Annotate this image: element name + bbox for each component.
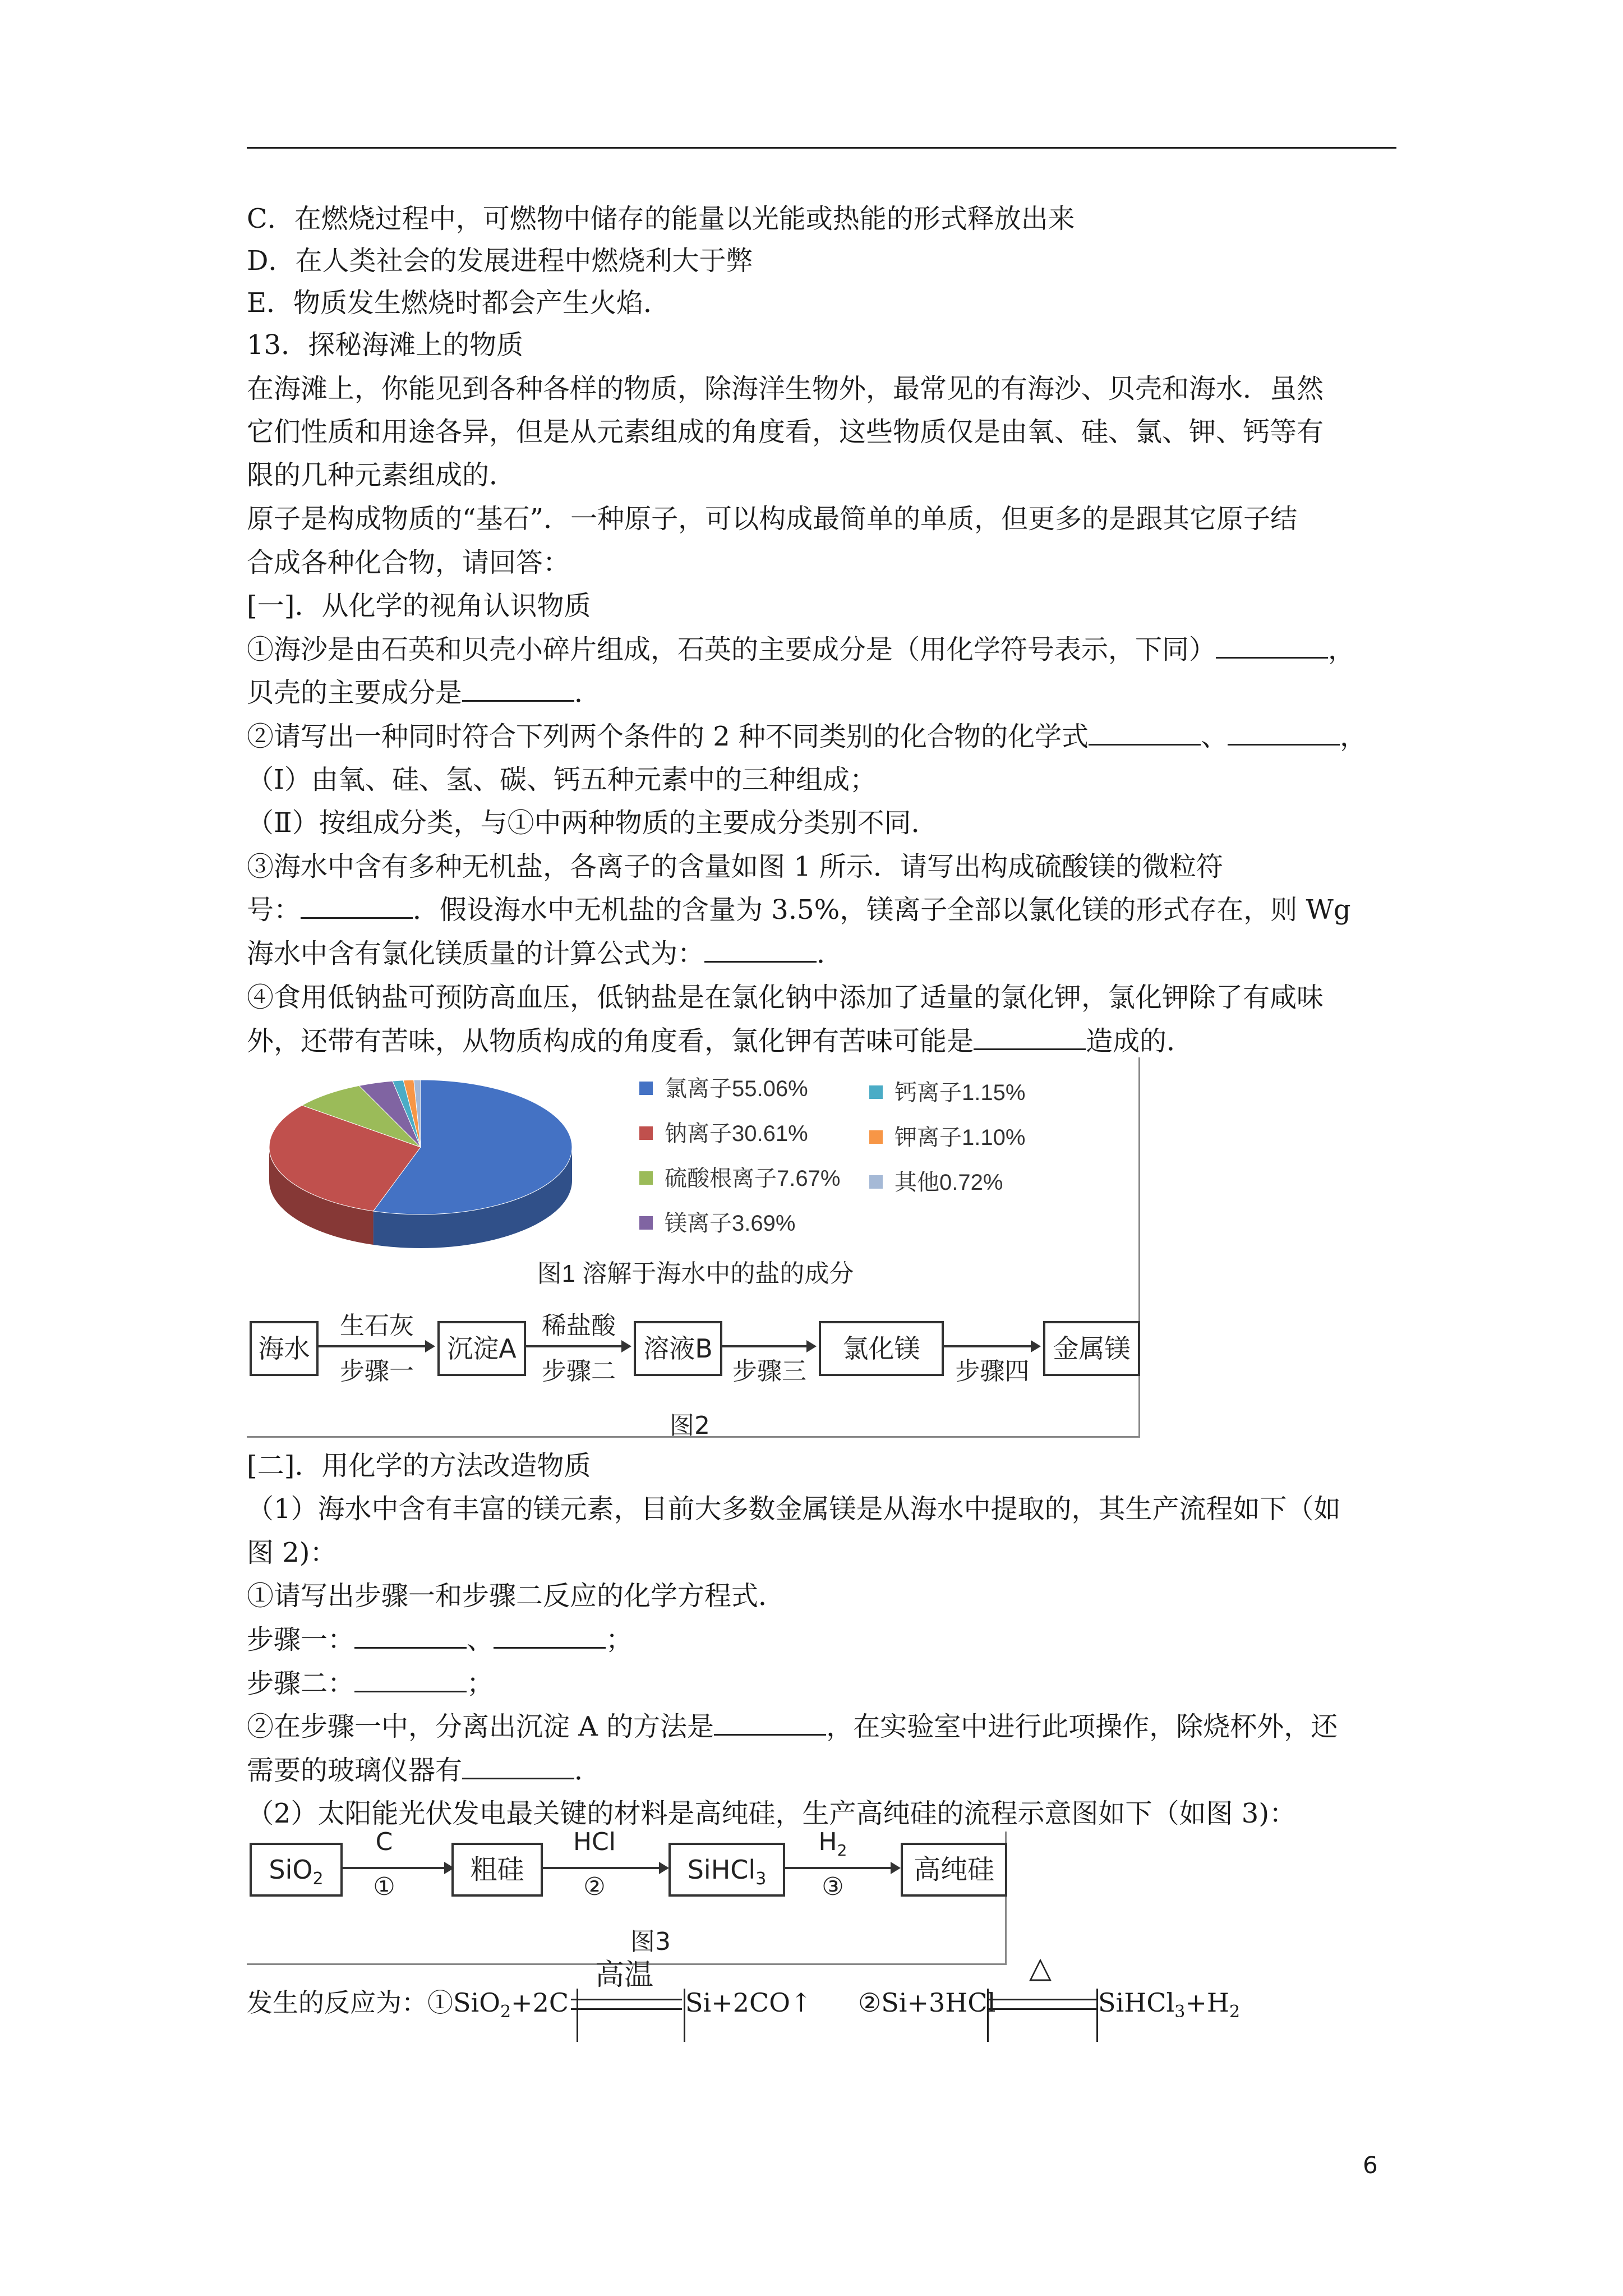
page-number: 6 xyxy=(1363,2151,1378,2179)
question-text: 步骤二： xyxy=(247,1668,355,1699)
punct: 、 xyxy=(1201,721,1228,752)
reaction-subscript: 2 xyxy=(500,2002,511,2022)
punct: ， xyxy=(1340,721,1367,752)
node-subscript: 3 xyxy=(755,1869,767,1889)
figure-1-caption: 图1 溶解于海水中的盐的成分 xyxy=(537,1260,854,1287)
punct: ． xyxy=(574,1755,602,1786)
punct: ； xyxy=(606,1624,633,1655)
question-line xyxy=(247,1623,633,1657)
question-line xyxy=(247,1710,1338,1743)
legend-label: 氯离子55.06% xyxy=(665,1076,808,1101)
flow-node: 金属镁 xyxy=(1043,1321,1140,1376)
question-text: 海水中含有氯化镁质量的计算公式为： xyxy=(247,938,705,969)
paragraph-mg: （1）海水中含有丰富的镁元素，目前大多数金属镁是从海水中提取的，其生产流程如下（如 xyxy=(247,1493,1341,1525)
question-text: 贝壳的主要成分是 xyxy=(247,677,463,708)
answer-blank[interactable] xyxy=(1228,721,1340,746)
legend-label: 镁离子3.69% xyxy=(665,1211,796,1236)
answer-blank[interactable] xyxy=(301,895,413,919)
node-label: SiHCl xyxy=(687,1855,756,1885)
condition-1: （Ⅰ）由氧、硅、氢、碳、钙五种元素中的三种组成； xyxy=(247,764,877,795)
paragraph-2: 原子是构成物质的“基石”．一种原子，可以构成最简单的单质，但更多的是跟其它原子结 xyxy=(247,503,1298,535)
legend-swatch xyxy=(869,1085,883,1099)
question-text: 造成的． xyxy=(1086,1025,1194,1057)
arrow-1-reagent: C xyxy=(375,1828,393,1856)
legend-label: 钙离子1.15% xyxy=(895,1080,1026,1105)
answer-blank[interactable] xyxy=(494,1625,606,1649)
reaction-2-equals xyxy=(987,1999,1098,2010)
reaction-1-box xyxy=(577,1989,685,2042)
flow-node: 海水 xyxy=(250,1321,319,1376)
reaction-text: 发生的反应为：①SiO xyxy=(247,1987,500,2018)
question-text: ．假设海水中无机盐的含量为 3.5%，镁离子全部以氯化镁的形式存在，则 Wg xyxy=(413,894,1351,926)
arrow-2-head xyxy=(659,1862,669,1874)
reaction-text: +2C xyxy=(511,1987,569,2018)
reagent-label: H xyxy=(818,1828,837,1856)
flow-step-label: 步骤三 xyxy=(732,1357,806,1386)
question-line: ③海水中含有多种无机盐，各离子的含量如图 1 所示．请写出构成硫酸镁的微粒符 xyxy=(247,851,1224,882)
reaction-subscript: 3 xyxy=(1174,2002,1186,2022)
answer-blank[interactable] xyxy=(714,1711,826,1736)
answer-blank[interactable] xyxy=(354,1625,467,1649)
answer-blank[interactable] xyxy=(704,938,817,963)
reaction-2-rhs xyxy=(1098,1986,1240,2029)
reaction-text: +H xyxy=(1185,1987,1230,2018)
legend-swatch xyxy=(639,1171,653,1185)
node-label: SiO xyxy=(269,1855,313,1885)
question-line xyxy=(247,937,843,970)
flow-node-crude-si: 粗硅 xyxy=(451,1843,543,1897)
reaction-2-lhs: ②Si+3HCl xyxy=(858,1987,996,2018)
question-text: 步骤一： xyxy=(247,1624,355,1655)
punct: ， xyxy=(1328,634,1355,665)
reaction-1-condition: 高温 xyxy=(594,1958,653,1992)
paragraph-1: 在海滩上，你能见到各种各样的物质，除海洋生物外，最常见的有海沙、贝壳和海水．虽然 xyxy=(247,373,1324,404)
option-e: E．物质发生燃烧时都会产生火焰． xyxy=(247,287,671,319)
question-text: ②请写出一种同时符合下列两个条件的 2 种不同类别的化合物的化学式 xyxy=(247,721,1089,752)
condition-2: （Ⅱ）按组成分类，与①中两种物质的主要成分类别不同． xyxy=(247,807,938,839)
question-line: （2）太阳能光伏发电最关键的材料是高纯硅，生产高纯硅的流程示意图如下（如图 3)： xyxy=(247,1798,1297,1829)
question-line xyxy=(247,633,1355,666)
question-line xyxy=(247,720,1367,753)
flow-node: 溶液B xyxy=(634,1321,722,1376)
paragraph-mg: 图 2)： xyxy=(247,1537,337,1568)
flow-step-label: 步骤二 xyxy=(542,1357,616,1386)
flow-reagent-label: 生石灰 xyxy=(340,1312,414,1340)
legend-swatch xyxy=(869,1175,883,1189)
legend-label: 其他0.72% xyxy=(895,1170,1003,1195)
legend-swatch xyxy=(639,1216,653,1230)
question-line: ①请写出步骤一和步骤二反应的化学方程式． xyxy=(247,1580,786,1612)
question-text: ，在实验室中进行此项操作，除烧杯外，还 xyxy=(826,1711,1338,1742)
flow-node: 氯化镁 xyxy=(819,1321,944,1376)
pie-chart xyxy=(247,1057,1138,1313)
flow-step-label: 步骤一 xyxy=(340,1357,414,1386)
reaction-subscript: 2 xyxy=(1229,2002,1241,2022)
option-c: C．在燃烧过程中，可燃物中储存的能量以光能或热能的形式释放出来 xyxy=(247,203,1075,234)
question-line xyxy=(247,1024,1193,1058)
flow-step-label: 步骤四 xyxy=(955,1357,1030,1386)
reagent-subscript: 2 xyxy=(837,1841,847,1860)
reaction-2-box xyxy=(987,1989,1098,2042)
legend-swatch xyxy=(869,1130,883,1144)
reaction-1-equals xyxy=(571,1999,682,2010)
question-line: ④食用低钠盐可预防高血压，低钠盐是在氯化钠中添加了适量的氯化钾，氯化钾除了有咸味 xyxy=(247,982,1324,1013)
option-d: D．在人类社会的发展进程中燃烧利大于弊 xyxy=(247,245,753,277)
header-rule xyxy=(247,147,1396,149)
answer-blank[interactable] xyxy=(1216,634,1328,659)
answer-blank[interactable] xyxy=(354,1668,467,1692)
question-text: 号： xyxy=(247,894,301,926)
figure-2-caption: 图2 xyxy=(670,1411,710,1440)
question-line xyxy=(247,1754,601,1787)
paragraph-2: 合成各种化合物，请回答： xyxy=(247,547,570,578)
question-text: ②在步骤一中，分离出沉淀 A 的方法是 xyxy=(247,1711,714,1742)
arrow-3-head xyxy=(891,1862,901,1874)
legend-swatch xyxy=(639,1082,653,1095)
node-subscript: 2 xyxy=(312,1869,324,1889)
paragraph-1: 限的几种元素组成的． xyxy=(247,459,517,491)
question-text: 外，还带有苦味，从物质构成的角度看，氯化钾有苦味可能是 xyxy=(247,1025,974,1057)
arrow-1-head xyxy=(444,1862,454,1874)
legend-label: 钾离子1.10% xyxy=(895,1125,1026,1150)
question-13-title: 13．探秘海滩上的物质 xyxy=(247,329,524,361)
legend-label: 硫酸根离子7.67% xyxy=(665,1166,841,1191)
section-2-title: [二]．用化学的方法改造物质 xyxy=(247,1450,591,1481)
figure-3-caption: 图3 xyxy=(630,1927,671,1956)
paragraph-1: 它们性质和用途各异，但是从元素组成的角度看，这些物质仅是由氧、硅、氯、钾、钙等有 xyxy=(247,416,1324,448)
question-line xyxy=(247,676,601,710)
flow-reagent-label: 稀盐酸 xyxy=(542,1312,616,1340)
question-text: 需要的玻璃仪器有 xyxy=(247,1755,463,1786)
arrow-2-reagent: HCl xyxy=(573,1828,616,1856)
question-line xyxy=(247,1667,494,1700)
arrow-3-step: ③ xyxy=(822,1872,844,1901)
answer-blank[interactable] xyxy=(462,678,574,702)
reaction-2-condition: △ xyxy=(1029,1951,1052,1985)
flow-node: 沉淀A xyxy=(437,1321,526,1376)
legend-label: 钠离子30.61% xyxy=(665,1121,808,1146)
arrow-1-step: ① xyxy=(373,1872,395,1901)
punct: ； xyxy=(467,1668,494,1699)
question-line xyxy=(247,893,1351,927)
reaction-text: SiHCl xyxy=(1098,1987,1175,2018)
punct: 、 xyxy=(467,1624,494,1655)
reaction-1-lhs xyxy=(247,1986,569,2029)
question-text: ①海沙是由石英和贝壳小碎片组成，石英的主要成分是（用化学符号表示，下同） xyxy=(247,634,1216,665)
reaction-1-rhs: Si+2CO↑ xyxy=(685,1987,812,2018)
arrow-3-reagent xyxy=(808,1828,858,1860)
flow-node-pure-si: 高纯硅 xyxy=(901,1843,1007,1897)
legend-swatch xyxy=(639,1126,653,1140)
section-1-title: [一]．从化学的视角认识物质 xyxy=(247,590,591,622)
answer-blank[interactable] xyxy=(462,1755,574,1779)
answer-blank[interactable] xyxy=(1089,721,1201,746)
arrow-2-step: ② xyxy=(583,1872,606,1901)
answer-blank[interactable] xyxy=(974,1026,1086,1050)
punct: ． xyxy=(817,938,844,969)
punct: ． xyxy=(574,677,602,708)
